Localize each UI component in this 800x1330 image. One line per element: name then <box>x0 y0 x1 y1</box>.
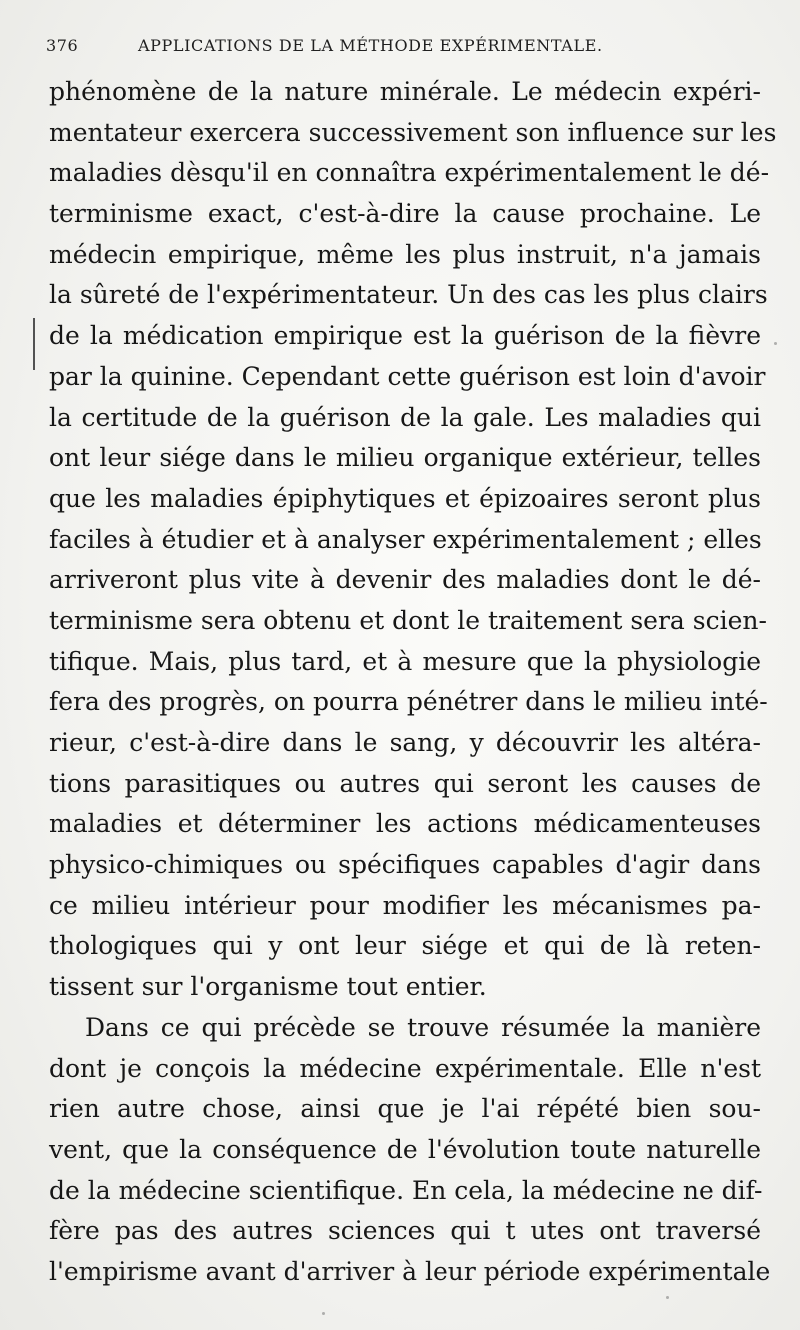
text-line: terminisme sera obtenu et dont le traitement sera scien- <box>49 605 767 635</box>
text-line: que les maladies épiphytiques et épizoaires seront plus <box>49 483 761 513</box>
ink-speck <box>774 342 777 345</box>
body-text <box>49 72 777 1293</box>
paragraph-first-line: Dans ce qui précède se trouve résumée la manière <box>85 1012 761 1042</box>
text-line: tissent sur l'organisme tout entier. <box>49 972 487 1002</box>
ink-speck <box>322 1312 325 1315</box>
text-line: phénomène de la nature minérale. Le médecin expéri- <box>49 77 761 106</box>
text-line: la sûreté de l'expérimentateur. Un des cas les plus clairs <box>49 280 768 310</box>
text-line: terminisme exact, c'est-à-dire la cause prochaine. Le <box>49 199 761 229</box>
text-line: médecin empirique, même les plus instruit, n'a jamais <box>49 239 761 269</box>
text-line: dont je conçois la médecine expérimentale. Elle n'est <box>49 1053 761 1083</box>
text-line: ont leur siége dans le milieu organique extérieur, telles <box>49 443 761 473</box>
text-line: ce milieu intérieur pour modifier les mécanismes pa- <box>49 890 761 920</box>
text-line: l'empirisme avant d'arriver à leur période expérimentale <box>49 1256 771 1286</box>
text-line: rieur, c'est-à-dire dans le sang, y découvrir les altéra- <box>49 728 761 757</box>
margin-mark <box>33 318 35 370</box>
text-line: la certitude de la guérison de la gale. Les maladies qui <box>49 402 761 432</box>
text-line: tifique. Mais, plus tard, et à mesure que la physiologie <box>49 646 761 676</box>
running-head: APPLICATIONS DE LA MÉTHODE EXPÉRIMENTALE. <box>138 36 603 55</box>
text-line: de la médication empirique est la guérison de la fièvre <box>49 321 761 351</box>
text-line: maladies dèsqu'il en connaîtra expérimentalement le dé- <box>49 158 770 188</box>
ink-speck <box>666 1296 669 1299</box>
text-line: vent, que la conséquence de l'évolution toute naturelle <box>49 1134 761 1164</box>
page-number: 376 <box>46 36 79 55</box>
text-line: faciles à étudier et à analyser expérimentalement ; elles <box>49 524 762 554</box>
text-line: maladies et déterminer les actions médicamenteuses <box>49 809 761 839</box>
text-line: fera des progrès, on pourra pénétrer dans le milieu inté- <box>49 687 768 717</box>
text-line: fère pas des autres sciences qui t utes ont traversé <box>49 1216 761 1246</box>
text-line: mentateur exercera successivement son influence sur les <box>49 117 777 147</box>
text-line: par la quinine. Cependant cette guérison est loin d'avoir <box>49 361 766 391</box>
text-line: arriveront plus vite à devenir des maladies dont le dé- <box>49 565 761 595</box>
text-line: de la médecine scientifique. En cela, la médecine ne dif- <box>49 1175 763 1205</box>
text-line: rien autre chose, ainsi que je l'ai répété bien sou- <box>49 1094 761 1124</box>
text-line: thologiques qui y ont leur siége et qui de là reten- <box>49 931 761 961</box>
page-header <box>46 36 736 60</box>
text-line: tions parasitiques ou autres qui seront les causes de <box>49 768 761 798</box>
text-line: physico-chimiques ou spécifiques capables d'agir dans <box>49 850 761 880</box>
